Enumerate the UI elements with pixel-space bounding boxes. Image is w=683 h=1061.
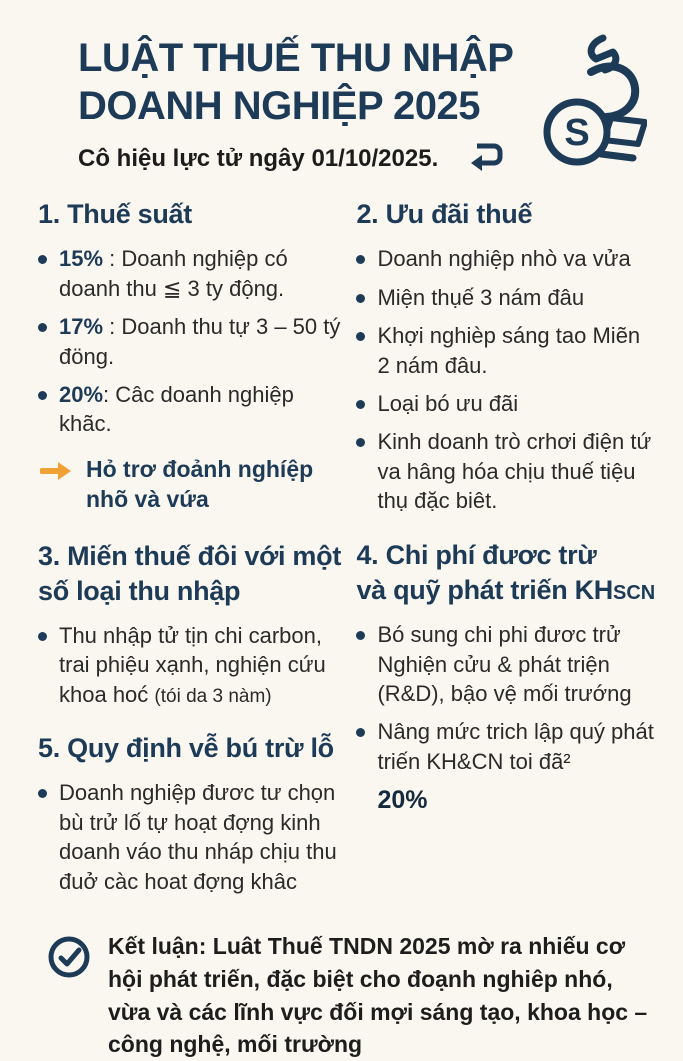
- list-item: [356, 283, 657, 312]
- bullet-dot-icon: [356, 631, 365, 640]
- exemption-text: Thu nhập tử tịn chi carbon, trai phiệu xạnh, nghiện cứu khoa hoć: [59, 622, 326, 707]
- bullet-dot-icon: [38, 323, 47, 332]
- rate-value: 20%: [59, 381, 104, 407]
- svg-text:S: S: [564, 112, 590, 154]
- bullet-dot-icon: [356, 332, 365, 341]
- title-line-2: DOANH NGHIỆP 2025: [78, 84, 481, 128]
- section-3-heading: 3. Miến thuế đôi với một số loại thu nhập: [38, 540, 342, 606]
- list-item: [356, 244, 657, 273]
- rate-text: : Câc doanh nghiệp khãc.: [59, 381, 294, 437]
- title-line-1: LUẬT THUẾ THU NHẬP: [78, 36, 514, 80]
- bullet-dot-icon: [356, 728, 365, 737]
- section-loss-offset: [38, 731, 342, 896]
- right-arrow-icon: [40, 461, 72, 481]
- effective-date-subtitle: Cô hiệu lực tử ngây 01/10/2025.: [78, 144, 439, 172]
- list-item: [356, 321, 657, 380]
- rate-value: 15%: [59, 246, 104, 272]
- content-columns: [0, 177, 683, 918]
- list-item: [356, 620, 657, 708]
- rate-text: : Doanh nghiệp có doanh thu ≦ 3 ty động.: [59, 246, 288, 301]
- section-tax-rates: [38, 197, 342, 515]
- conclusion: [0, 924, 683, 1061]
- rate-text: : Doanh thu tự 3 – 50 tý đöng.: [59, 314, 341, 369]
- section-4-heading: [356, 538, 657, 608]
- section-1-heading: 1. Thuế suất: [38, 199, 192, 229]
- support-note-text: Hỏ trơ đoảnh nghíệp nhõ và vứa: [86, 455, 314, 512]
- section-1-list: [38, 244, 342, 439]
- incentive-text: Khợi nghièp sáng tao Miẽn 2 nám đâu.: [377, 323, 641, 378]
- rate-value: 17%: [59, 314, 104, 340]
- header: [0, 34, 683, 177]
- right-column: [356, 197, 657, 918]
- section-deductible-expenses: [356, 538, 657, 816]
- exemption-duration: (tói da 3 nàm): [154, 685, 272, 707]
- list-item: [38, 778, 342, 896]
- fund-text: Nâng mức trich lập quý phát triến KH&CN toi đã²: [377, 719, 654, 774]
- list-item: [38, 312, 342, 371]
- list-item: [38, 244, 342, 303]
- bullet-dot-icon: [38, 391, 47, 400]
- bullet-dot-icon: [356, 255, 365, 264]
- incentive-text: Kinh doanh trò crhơi điện tứ va hâng hóa chịu thuế tiệu thụ đặc biêt.: [377, 429, 652, 514]
- incentive-text: Doanh nghiệp nhò va vửa: [377, 246, 631, 272]
- section-5-list: [38, 778, 342, 896]
- deductible-text: Bó sung chi phi đươc trử Nghiện cửu & phát triện (R&D), bậo vệ mối trướng: [377, 622, 632, 706]
- incentive-text: Loại bó ưu đãi: [377, 390, 519, 416]
- section-tax-incentives: [356, 197, 657, 516]
- section-4-heading-line-2: và quỹ phát triến KH: [356, 574, 613, 605]
- bullet-dot-icon: [38, 255, 47, 264]
- section-2-list: [356, 244, 657, 516]
- page-title: [78, 34, 533, 130]
- incentive-text: Miện thụế 3 nám đâu: [377, 284, 585, 310]
- list-item: [356, 717, 657, 776]
- bullet-dot-icon: [356, 438, 365, 447]
- support-note: [40, 455, 342, 515]
- money-bag-coin-icon: [541, 32, 647, 174]
- check-circle-icon: [46, 934, 92, 980]
- section-4-list: [356, 620, 657, 776]
- fund-rate-value: 20%: [377, 786, 428, 815]
- repeat-arrow-icon: [466, 140, 506, 177]
- bullet-dot-icon: [38, 789, 47, 798]
- section-3-list: [38, 621, 342, 709]
- section-2-heading: 2. Ưu đãi thuế: [356, 199, 533, 229]
- list-item: [356, 427, 657, 515]
- bullet-dot-icon: [38, 632, 47, 641]
- list-item: [356, 389, 657, 418]
- list-item: [38, 380, 342, 439]
- list-item: [38, 621, 342, 709]
- bullet-dot-icon: [356, 400, 365, 409]
- left-column: [38, 197, 342, 918]
- section-4-heading-suffix: SCN: [613, 581, 656, 604]
- section-5-heading: 5. Quy định vễ bú trừ lỗ: [38, 733, 334, 764]
- loss-offset-text: Doanh nghiệp đươc tư chọn bù trử lố tự hoạt đợng kinh doanh váo thu nháp chịu thu đuở càc hoat đợng khâc: [59, 780, 337, 894]
- section-4-heading-line-1: 4. Chi phí đươc trừ: [356, 539, 597, 570]
- conclusion-text: Kết luận: Luât Thuế TNDN 2025 mờ ra nhiếu cơ hội phát triến, đặc biệt cho đoạnh nghiêp nhó, vừa và các lĩnh vực đối mợi sáng tạo, khoa học – công nghệ, mối trường: [108, 933, 648, 1058]
- section-tax-exemption: [38, 539, 342, 710]
- bullet-dot-icon: [356, 294, 365, 303]
